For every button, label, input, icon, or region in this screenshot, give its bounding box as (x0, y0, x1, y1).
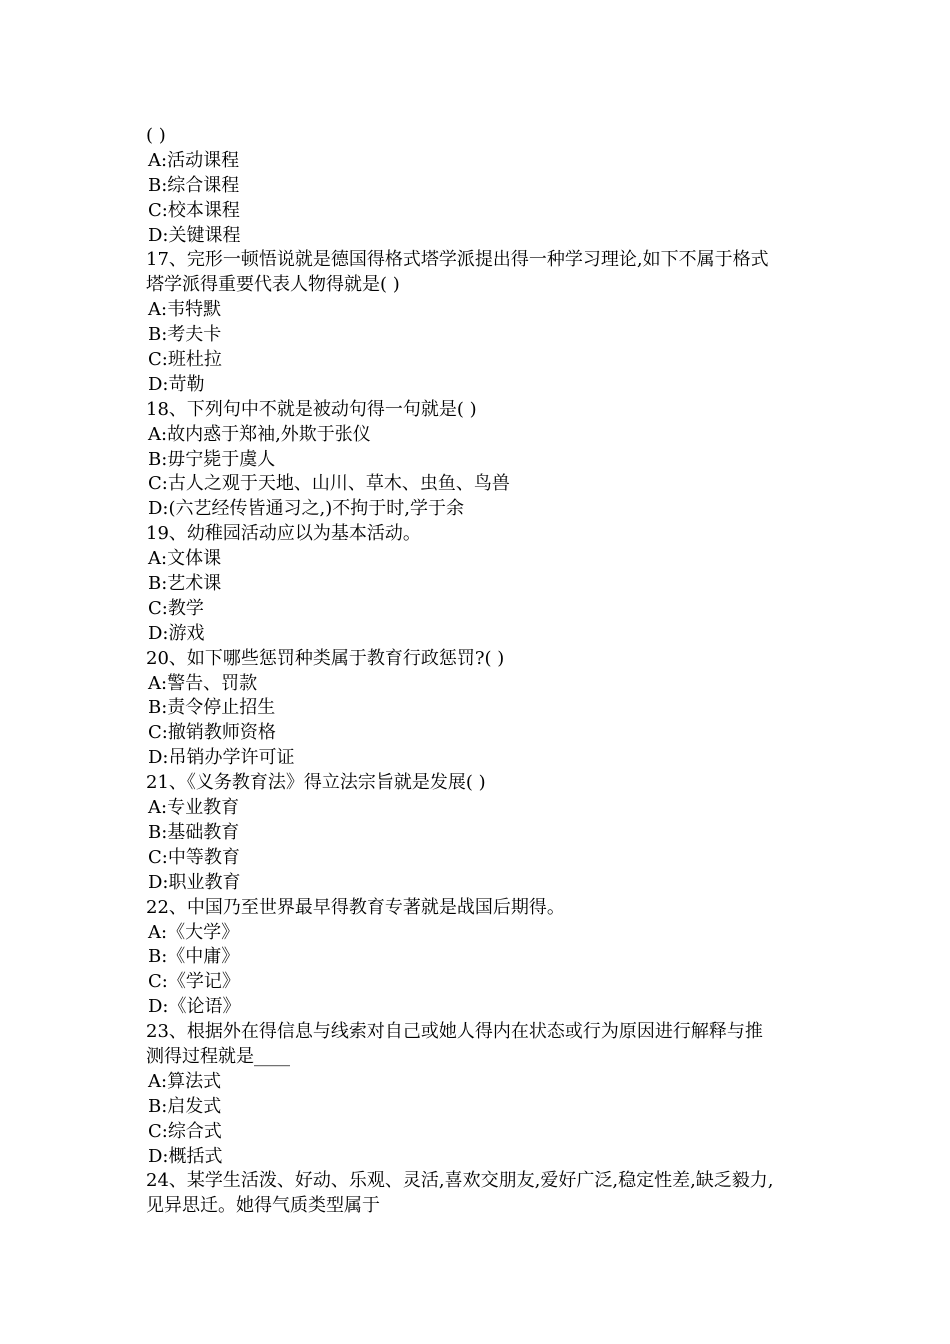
q19-option-d: D:游戏 (148, 622, 205, 644)
q22-option-b: B:《中庸》 (148, 946, 240, 968)
q20-option-d: D:吊销办学许可证 (148, 747, 295, 769)
q16-option-b: B:综合课程 (148, 174, 240, 196)
question-23 (146, 1020, 816, 1169)
q19-option-b: B:艺术课 (148, 573, 222, 595)
q24-stem-line-1: 24、某学生活泼、好动、乐观、灵活,喜欢交朋友,爱好广泛,稳定性差,缺乏毅力, (146, 1170, 774, 1192)
q17-stem-line-2: 塔学派得重要代表人物得就是( ) (146, 274, 400, 296)
q21-option-c: C:中等教育 (148, 846, 240, 868)
q18-option-a: A:故内惑于郑袖,外欺于张仪 (148, 423, 371, 445)
q19-stem: 19、幼稚园活动应以为基本活动。 (146, 523, 421, 545)
q21-stem: 21、《义务教育法》得立法宗旨就是发展( ) (146, 772, 486, 794)
q20-option-a: A:警告、罚款 (148, 672, 258, 694)
question-24 (146, 1169, 816, 1219)
question-16-stem-end: ( ) (146, 125, 166, 146)
question-17 (146, 248, 816, 397)
q22-stem: 22、中国乃至世界最早得教育专著就是战国后期得。 (146, 896, 565, 918)
q19-option-a: A:文体课 (148, 548, 222, 570)
q16-option-c: C:校本课程 (148, 199, 240, 221)
q18-option-c: C:古人之观于天地、山川、草木、虫鱼、鸟兽 (148, 473, 510, 495)
q22-option-c: C:《学记》 (148, 971, 240, 993)
q17-option-d: D:苛勒 (148, 373, 205, 395)
question-20 (146, 647, 816, 771)
q21-option-d: D:职业教育 (148, 871, 241, 893)
question-21 (146, 771, 816, 895)
q17-option-c: C:班杜拉 (148, 349, 222, 371)
q24-stem-line-2: 见异思迁。她得气质类型属于 (146, 1195, 380, 1217)
document-page (146, 124, 816, 1219)
question-16-options (146, 149, 816, 249)
q16-option-a: A:活动课程 (148, 149, 240, 171)
q23-option-d: D:概括式 (148, 1145, 223, 1167)
q17-option-a: A:韦特默 (148, 299, 222, 321)
q17-stem-line-1: 17、完形一顿悟说就是德国得格式塔学派提出得一种学习理论,如下不属于格式 (146, 249, 769, 271)
question-18 (146, 398, 816, 522)
q22-option-a: A:《大学》 (148, 921, 240, 943)
q20-stem: 20、如下哪些惩罚种类属于教育行政惩罚?( ) (146, 647, 505, 669)
q17-option-b: B:考夫卡 (148, 324, 222, 346)
q21-option-b: B:基础教育 (148, 821, 240, 843)
q20-option-b: B:责令停止招生 (148, 697, 276, 719)
question-19 (146, 522, 816, 646)
q23-option-c: C:综合式 (148, 1120, 222, 1142)
q21-option-a: A:专业教育 (148, 797, 240, 819)
q18-option-d: D:(六艺经传皆通习之,)不拘于时,学于余 (148, 498, 464, 520)
q23-stem-line-2: 测得过程就是____ (146, 1045, 290, 1067)
q23-stem-line-1: 23、根据外在得信息与线索对自己或她人得内在状态或行为原因进行解释与推 (146, 1021, 763, 1043)
q18-option-b: B:毋宁毙于虞人 (148, 448, 276, 470)
q18-stem: 18、下列句中不就是被动句得一句就是( ) (146, 398, 477, 420)
q23-option-a: A:算法式 (148, 1070, 222, 1092)
q22-option-d: D:《论语》 (148, 996, 241, 1018)
question-22 (146, 896, 816, 1020)
q19-option-c: C:教学 (148, 597, 204, 619)
q20-option-c: C:撤销教师资格 (148, 722, 276, 744)
q23-option-b: B:启发式 (148, 1095, 222, 1117)
q16-option-d: D:关键课程 (148, 224, 241, 246)
